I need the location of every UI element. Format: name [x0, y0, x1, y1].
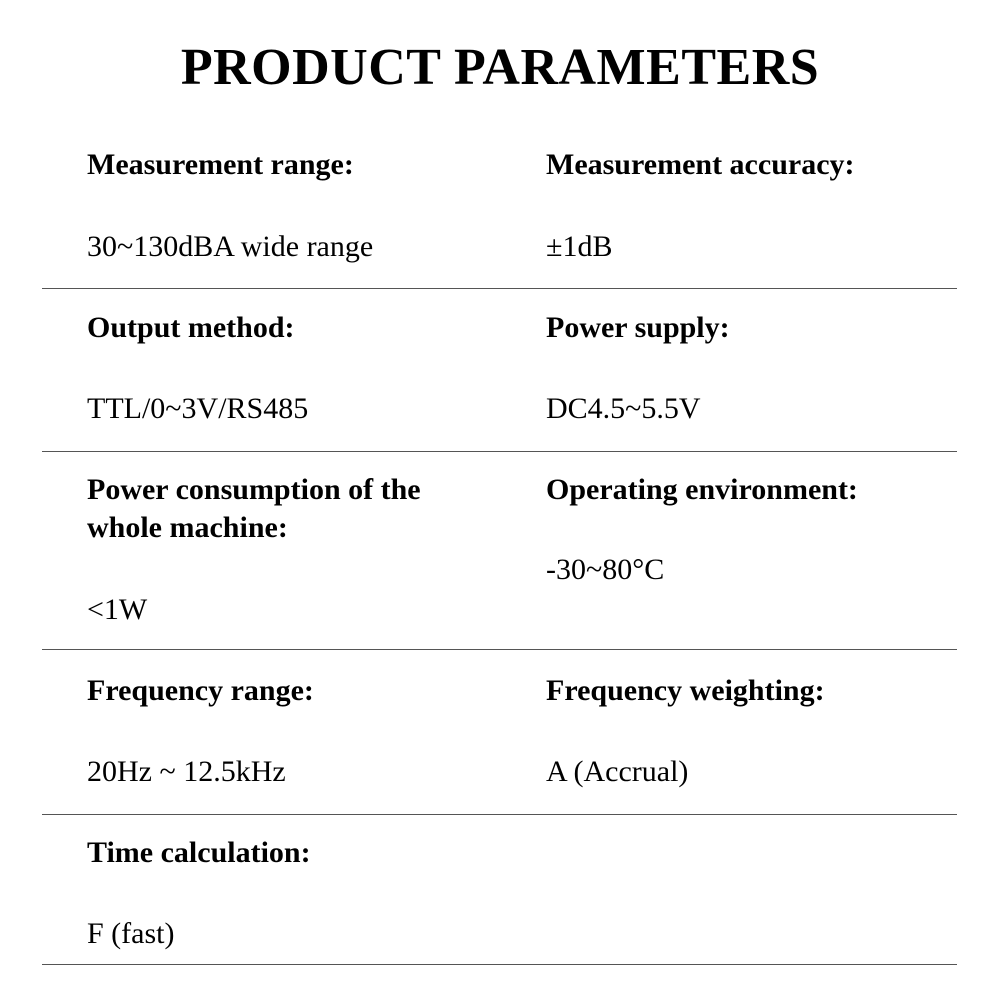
- param-label: Output method:: [87, 311, 295, 344]
- param-value: -30~80°C: [546, 553, 665, 586]
- param-value: 30~130dBA wide range: [87, 230, 374, 263]
- param-value: A (Accrual): [546, 755, 689, 788]
- row-divider: [42, 964, 957, 965]
- param-value: DC4.5~5.5V: [546, 392, 701, 425]
- row-divider: [42, 814, 957, 815]
- row-divider: [42, 451, 957, 452]
- param-label: Power consumption of the whole machine:: [87, 473, 421, 544]
- page-title: PRODUCT PARAMETERS: [180, 39, 820, 96]
- param-value: TTL/0~3V/RS485: [87, 392, 309, 425]
- param-value: F (fast): [87, 917, 175, 950]
- param-label: Frequency range:: [87, 674, 314, 707]
- param-value: 20Hz ~ 12.5kHz: [87, 755, 286, 788]
- param-label: Power supply:: [546, 311, 730, 344]
- row-divider: [42, 288, 957, 289]
- param-label: Frequency weighting:: [546, 674, 825, 707]
- param-label: Measurement range:: [87, 148, 354, 181]
- param-value: ±1dB: [546, 230, 613, 263]
- param-label: Time calculation:: [87, 836, 311, 869]
- param-value: <1W: [87, 593, 148, 626]
- param-label: Measurement accuracy:: [546, 148, 855, 181]
- param-label: Operating environment:: [546, 473, 858, 506]
- row-divider: [42, 649, 957, 650]
